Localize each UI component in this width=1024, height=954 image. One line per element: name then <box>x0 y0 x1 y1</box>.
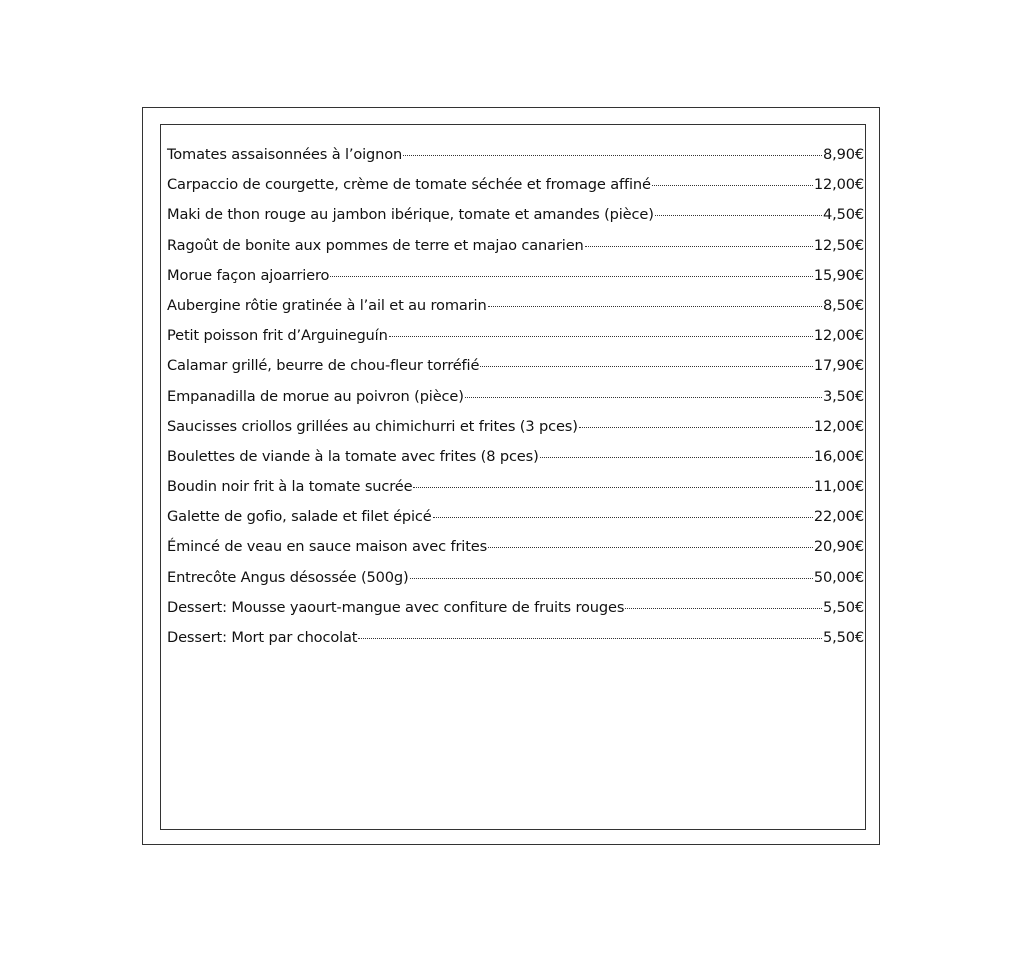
menu-item-price: 12,00€ <box>813 417 864 435</box>
menu-item-price: 16,00€ <box>813 447 864 465</box>
menu-item-name: Tomates assaisonnées à l’oignon <box>167 146 403 163</box>
dot-leader <box>433 517 813 518</box>
dot-leader <box>652 185 813 186</box>
menu-item-name: Morue façon ajoarriero <box>167 266 330 284</box>
menu-item-price: 8,90€ <box>822 146 864 163</box>
dot-leader <box>488 306 822 307</box>
menu-item <box>167 384 864 414</box>
dot-leader <box>488 547 813 548</box>
menu-item <box>167 353 864 383</box>
menu-item-price: 3,50€ <box>822 387 864 405</box>
menu-item-price: 5,50€ <box>822 629 864 646</box>
menu-item-name: Émincé de veau en sauce maison avec frites <box>167 538 488 556</box>
menu-item-name: Entrecôte Angus désossée (500g) <box>167 568 409 586</box>
menu-item-price: 11,00€ <box>813 478 864 496</box>
menu-item <box>167 534 864 564</box>
menu-item <box>167 625 864 655</box>
menu-item-name: Petit poisson frit d’Arguineguín <box>167 327 388 345</box>
menu-item <box>167 233 864 263</box>
menu-item <box>167 263 864 293</box>
dot-leader <box>579 427 813 428</box>
menu-item-price: 4,50€ <box>822 206 864 224</box>
menu-item <box>167 565 864 595</box>
menu-item-name: Ragoût de bonite aux pommes de terre et majao canarien <box>167 236 584 254</box>
menu-item <box>167 142 864 172</box>
menu-item-price: 12,00€ <box>813 176 864 194</box>
menu-item-name: Dessert: Mousse yaourt-mangue avec confiture de fruits rouges <box>167 598 625 616</box>
menu-item <box>167 202 864 232</box>
menu-item-name: Boudin noir frit à la tomate sucrée <box>167 478 413 496</box>
menu-item-name: Dessert: Mort par chocolat <box>167 629 358 646</box>
menu-item-name: Boulettes de viande à la tomate avec frites (8 pces) <box>167 447 539 465</box>
menu-item-name: Galette de gofio, salade et filet épicé <box>167 508 432 526</box>
menu-item-name: Saucisses criollos grillées au chimichurri et frites (3 pces) <box>167 417 578 435</box>
menu-list <box>167 142 864 655</box>
menu-item-price: 5,50€ <box>822 598 864 616</box>
dot-leader <box>585 246 813 247</box>
menu-item-name: Maki de thon rouge au jambon ibérique, tomate et amandes (pièce) <box>167 206 654 224</box>
dot-leader <box>655 215 822 216</box>
menu-item-price: 12,00€ <box>813 327 864 345</box>
dot-leader <box>410 578 813 579</box>
dot-leader <box>389 336 813 337</box>
menu-item-price: 17,90€ <box>813 357 864 375</box>
dot-leader <box>480 366 813 367</box>
menu-item-name: Aubergine rôtie gratinée à l’ail et au romarin <box>167 296 487 314</box>
menu-item <box>167 293 864 323</box>
dot-leader <box>403 155 822 156</box>
menu-item-name: Calamar grillé, beurre de chou-fleur torréfié <box>167 357 480 375</box>
menu-item-name: Carpaccio de courgette, crème de tomate séchée et fromage affiné <box>167 176 651 194</box>
menu-item-price: 20,90€ <box>813 538 864 556</box>
menu-item <box>167 595 864 625</box>
dot-leader <box>413 487 812 488</box>
dot-leader <box>358 638 822 639</box>
menu-item <box>167 323 864 353</box>
dot-leader <box>625 608 822 609</box>
menu-item <box>167 444 864 474</box>
menu-item-price: 12,50€ <box>813 236 864 254</box>
menu-item <box>167 414 864 444</box>
dot-leader <box>330 276 813 277</box>
dot-leader <box>540 457 813 458</box>
menu-item-price: 15,90€ <box>813 266 864 284</box>
menu-item <box>167 172 864 202</box>
menu-item-name: Empanadilla de morue au poivron (pièce) <box>167 387 464 405</box>
menu-item-price: 50,00€ <box>813 568 864 586</box>
dot-leader <box>465 397 822 398</box>
menu-item <box>167 474 864 504</box>
menu-item <box>167 504 864 534</box>
menu-item-price: 22,00€ <box>813 508 864 526</box>
menu-item-price: 8,50€ <box>822 296 864 314</box>
